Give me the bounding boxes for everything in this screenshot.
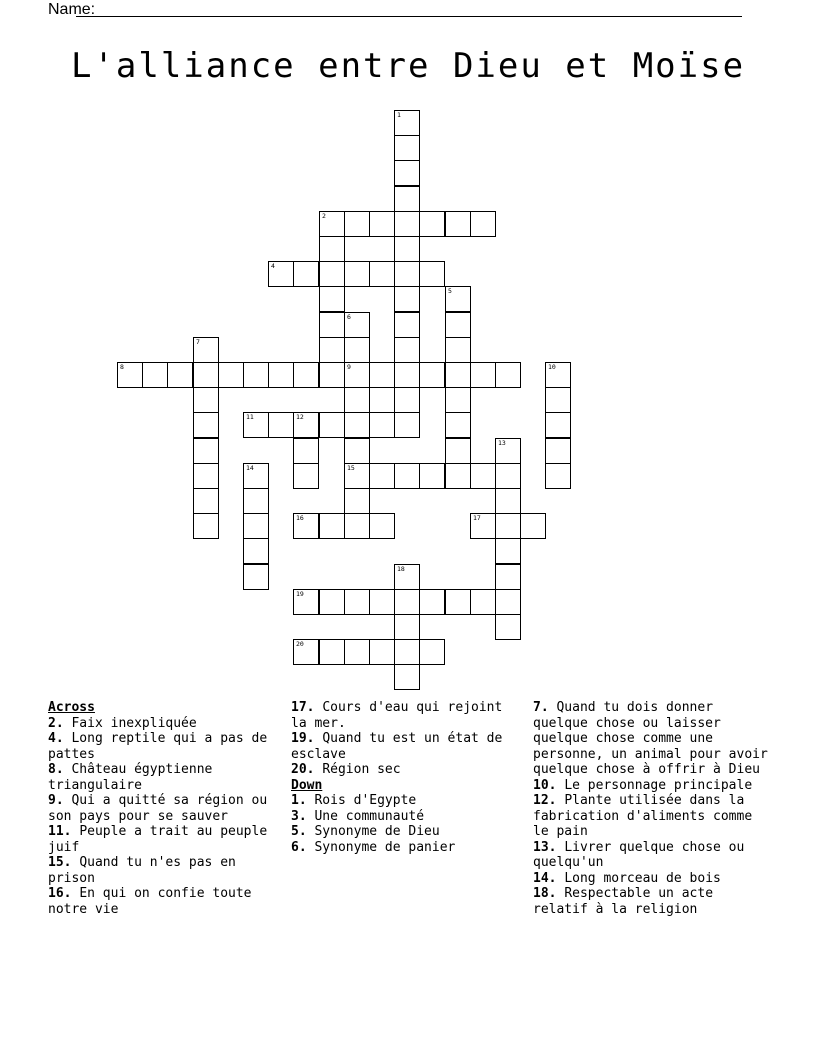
grid-cell[interactable]: [218, 362, 244, 388]
grid-cell[interactable]: [193, 513, 219, 539]
grid-cell[interactable]: [193, 438, 219, 464]
grid-cell[interactable]: [243, 362, 269, 388]
cell-number: 7: [196, 338, 200, 346]
grid-cell[interactable]: [545, 463, 571, 489]
grid-cell[interactable]: [193, 337, 219, 363]
grid-cell[interactable]: [344, 488, 370, 514]
grid-cell[interactable]: [419, 362, 445, 388]
grid-cell[interactable]: [394, 564, 420, 590]
grid-cell[interactable]: [319, 589, 345, 615]
cell-number: 6: [347, 313, 351, 321]
cell-number: 1: [397, 111, 401, 119]
clue-down-7: 7. Quand tu dois donner quelque chose ou laisser quelque chose comme une personne, un animal pour avoir quelque chose à offrir à Dieu: [533, 700, 768, 777]
down-heading: Down: [291, 777, 323, 793]
cell-number: 17: [473, 514, 481, 522]
grid-cell[interactable]: [445, 387, 471, 413]
cell-number: 11: [246, 413, 254, 421]
grid-cell[interactable]: [319, 639, 345, 665]
grid-cell[interactable]: [495, 463, 521, 489]
grid-cell[interactable]: [394, 589, 420, 615]
grid-cell[interactable]: [394, 286, 420, 312]
grid-cell[interactable]: [495, 513, 521, 539]
grid-cell[interactable]: [495, 362, 521, 388]
cell-number: 10: [548, 363, 556, 371]
grid-cell[interactable]: [495, 564, 521, 590]
grid-cell[interactable]: [344, 412, 370, 438]
grid-cell[interactable]: [268, 362, 294, 388]
grid-cell[interactable]: [394, 135, 420, 161]
grid-cell[interactable]: [545, 438, 571, 464]
grid-cell[interactable]: [193, 362, 219, 388]
grid-cell[interactable]: [319, 236, 345, 262]
clue-down-12: 12. Plante utilisée dans la fabrication d'aliments comme le pain: [533, 793, 753, 839]
grid-cell[interactable]: [369, 589, 395, 615]
grid-cell[interactable]: [293, 589, 319, 615]
grid-cell[interactable]: [394, 337, 420, 363]
cell-number: 14: [246, 464, 254, 472]
cell-number: 16: [296, 514, 304, 522]
grid-cell[interactable]: [470, 211, 496, 237]
grid-cell[interactable]: [520, 513, 546, 539]
grid-cell[interactable]: [394, 186, 420, 212]
grid-cell[interactable]: [344, 639, 370, 665]
clues-column-3: [533, 700, 773, 917]
clue-down-6: 6. Synonyme de panier: [291, 839, 456, 855]
grid-cell[interactable]: [243, 513, 269, 539]
grid-cell[interactable]: [394, 312, 420, 338]
grid-cell[interactable]: [293, 362, 319, 388]
clue-down-5: 5. Synonyme de Dieu: [291, 824, 440, 839]
grid-cell[interactable]: [369, 639, 395, 665]
clues-column-2: [291, 700, 523, 855]
grid-cell[interactable]: [344, 261, 370, 287]
grid-cell[interactable]: [319, 211, 345, 237]
grid-cell[interactable]: [419, 589, 445, 615]
grid-cell[interactable]: [394, 362, 420, 388]
clue-across-20: 20. Région sec: [291, 762, 401, 777]
grid-cell[interactable]: [293, 513, 319, 539]
grid-cell[interactable]: [445, 438, 471, 464]
cell-number: 5: [448, 287, 452, 295]
clue-down-13: 13. Livrer quelque chose ou quelqu'un: [533, 839, 745, 870]
grid-cell[interactable]: [545, 362, 571, 388]
clue-across-4: 4. Long reptile qui a pas de pattes: [48, 731, 268, 762]
cell-number: 18: [397, 565, 405, 573]
grid-cell[interactable]: [293, 261, 319, 287]
grid-cell[interactable]: [268, 412, 294, 438]
clues-column-1: [48, 700, 280, 917]
grid-cell[interactable]: [319, 286, 345, 312]
grid-cell[interactable]: [319, 513, 345, 539]
grid-cell[interactable]: [319, 261, 345, 287]
grid-cell[interactable]: [394, 412, 420, 438]
cell-number: 13: [498, 439, 506, 447]
grid-cell[interactable]: [344, 387, 370, 413]
grid-cell[interactable]: [445, 463, 471, 489]
grid-cell[interactable]: [394, 110, 420, 136]
cell-number: 20: [296, 640, 304, 648]
grid-cell[interactable]: [445, 286, 471, 312]
grid-cell[interactable]: [193, 412, 219, 438]
grid-cell[interactable]: [445, 589, 471, 615]
grid-cell[interactable]: [142, 362, 168, 388]
clue-down-3: 3. Une communauté: [291, 808, 425, 824]
clue-across-2: 2. Faix inexpliquée: [48, 715, 197, 731]
grid-cell[interactable]: [268, 261, 294, 287]
cell-number: 4: [271, 262, 275, 270]
grid-cell[interactable]: [394, 387, 420, 413]
grid-cell[interactable]: [419, 261, 445, 287]
grid-cell[interactable]: [445, 362, 471, 388]
grid-cell[interactable]: [344, 362, 370, 388]
grid-cell[interactable]: [243, 538, 269, 564]
grid-cell[interactable]: [394, 261, 420, 287]
grid-cell[interactable]: [344, 337, 370, 363]
grid-cell[interactable]: [117, 362, 143, 388]
clue-across-15: 15. Quand tu n'es pas en prison: [48, 855, 236, 886]
clue-down-18: 18. Respectable un acte relatif à la religion: [533, 886, 714, 917]
grid-cell[interactable]: [445, 337, 471, 363]
clue-down-1: 1. Rois d'Egypte: [291, 793, 417, 808]
grid-cell[interactable]: [445, 211, 471, 237]
cell-number: 8: [120, 363, 124, 371]
grid-cell[interactable]: [419, 639, 445, 665]
grid-cell[interactable]: [243, 463, 269, 489]
page-title: L'alliance entre Dieu et Moïse: [70, 46, 746, 86]
grid-cell[interactable]: [545, 387, 571, 413]
grid-cell[interactable]: [394, 236, 420, 262]
grid-cell[interactable]: [445, 412, 471, 438]
grid-cell[interactable]: [495, 488, 521, 514]
grid-cell[interactable]: [394, 614, 420, 640]
grid-cell[interactable]: [319, 312, 345, 338]
grid-cell[interactable]: [193, 463, 219, 489]
grid-cell[interactable]: [293, 412, 319, 438]
grid-cell[interactable]: [293, 463, 319, 489]
clue-across-8: 8. Château égyptienne triangulaire: [48, 762, 213, 793]
grid-cell[interactable]: [243, 564, 269, 590]
clue-down-10: 10. Le personnage principale: [533, 777, 753, 793]
grid-cell[interactable]: [344, 438, 370, 464]
grid-cell[interactable]: [470, 463, 496, 489]
grid-cell[interactable]: [495, 614, 521, 640]
grid-cell[interactable]: [344, 589, 370, 615]
grid-cell[interactable]: [495, 538, 521, 564]
grid-cell[interactable]: [419, 463, 445, 489]
grid-cell[interactable]: [394, 463, 420, 489]
cell-number: 15: [347, 464, 355, 472]
grid-cell[interactable]: [319, 362, 345, 388]
grid-cell[interactable]: [344, 211, 370, 237]
grid-cell[interactable]: [470, 362, 496, 388]
grid-cell[interactable]: [419, 211, 445, 237]
grid-cell[interactable]: [193, 387, 219, 413]
clue-across-19: 19. Quand tu est un état de esclave: [291, 731, 503, 762]
grid-cell[interactable]: [369, 513, 395, 539]
grid-cell[interactable]: [243, 488, 269, 514]
grid-cell[interactable]: [319, 412, 345, 438]
grid-cell[interactable]: [344, 513, 370, 539]
grid-cell[interactable]: [369, 211, 395, 237]
grid-cell[interactable]: [545, 412, 571, 438]
grid-cell[interactable]: [445, 312, 471, 338]
grid-cell[interactable]: [193, 488, 219, 514]
grid-cell[interactable]: [319, 337, 345, 363]
clue-across-11: 11. Peuple a trait au peuple juif: [48, 824, 268, 855]
grid-cell[interactable]: [369, 412, 395, 438]
grid-cell[interactable]: [344, 312, 370, 338]
grid-cell[interactable]: [394, 160, 420, 186]
grid-cell[interactable]: [243, 412, 269, 438]
cell-number: 9: [347, 363, 351, 371]
grid-cell[interactable]: [394, 664, 420, 690]
clue-down-14: 14. Long morceau de bois: [533, 870, 721, 886]
grid-cell[interactable]: [394, 211, 420, 237]
grid-cell[interactable]: [369, 362, 395, 388]
grid-cell[interactable]: [167, 362, 193, 388]
grid-cell[interactable]: [495, 589, 521, 615]
grid-cell[interactable]: [394, 639, 420, 665]
grid-cell[interactable]: [470, 589, 496, 615]
grid-cell[interactable]: [369, 463, 395, 489]
name-label: Name:: [48, 1, 96, 18]
clue-across-16: 16. En qui on confie toute notre vie: [48, 886, 252, 917]
clue-across-17: 17. Cours d'eau qui rejoint la mer.: [291, 700, 503, 731]
grid-cell[interactable]: [293, 639, 319, 665]
grid-cell[interactable]: [369, 261, 395, 287]
cell-number: 12: [296, 413, 304, 421]
grid-cell[interactable]: [344, 463, 370, 489]
clue-across-9: 9. Qui a quitté sa région ou son pays pour se sauver: [48, 793, 268, 824]
cell-number: 19: [296, 590, 304, 598]
across-heading: Across: [48, 700, 95, 715]
grid-cell[interactable]: [495, 438, 521, 464]
grid-cell[interactable]: [293, 438, 319, 464]
cell-number: 2: [322, 212, 326, 220]
grid-cell[interactable]: [470, 513, 496, 539]
